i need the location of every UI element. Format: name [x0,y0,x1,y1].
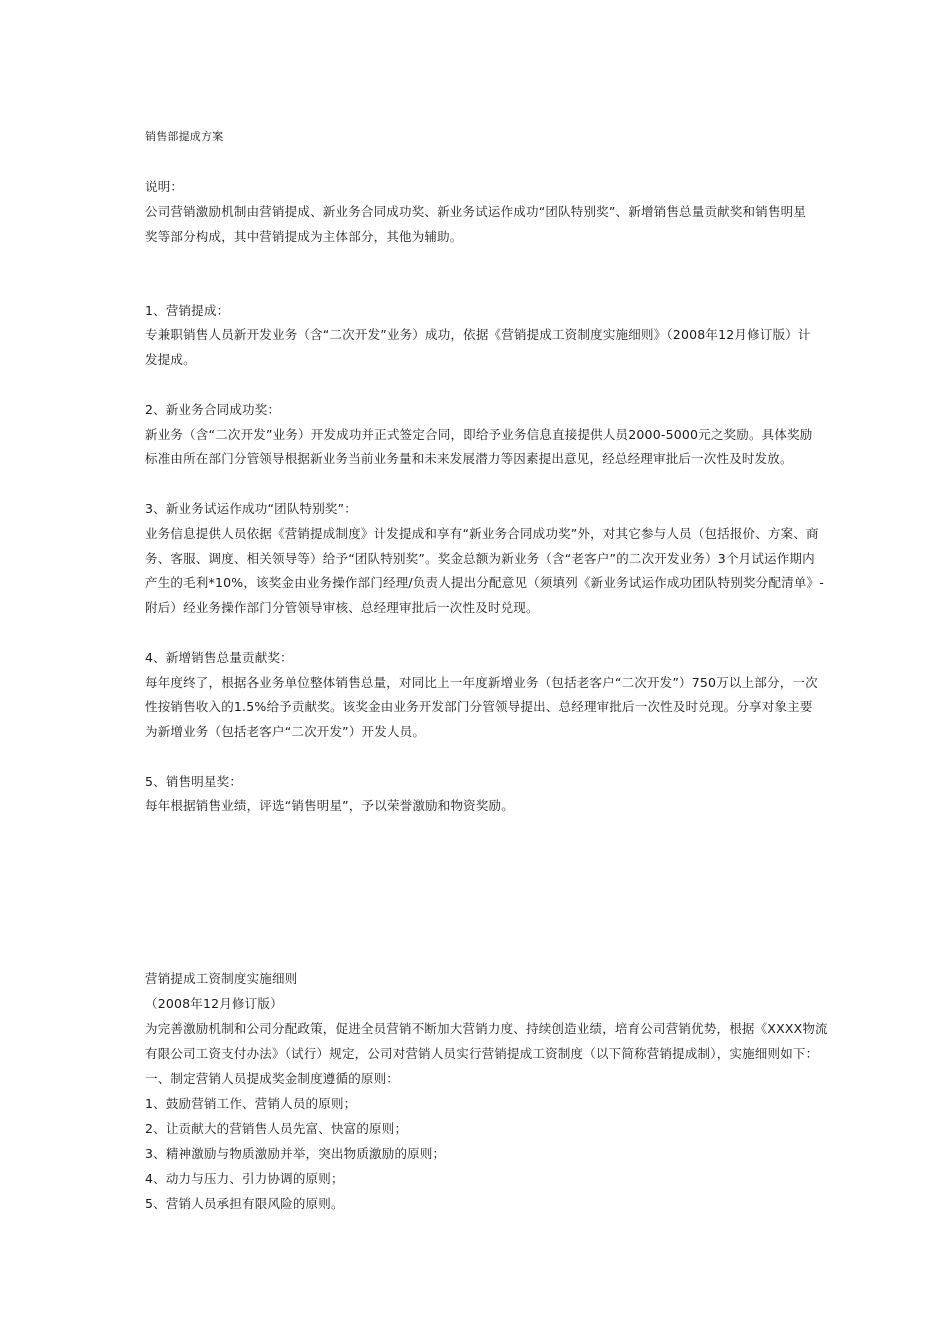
rules-item: 2、让贡献大的营销售人员先富、快富的原则； [145,1121,408,1136]
doc-title: 销售部提成方案 [145,130,224,143]
section-5-line: 每年根据销售业绩，评选“销售明星”，予以荣誉激励和物资奖励。 [145,798,514,813]
section-4-line: 每年度终了，根据各业务单位整体销售总量，对同比上一年度新增业务（包括老客户“二次开发”）750万以上部分，一次 [145,675,818,690]
section-4-line: 为新增业务（包括老客户“二次开发”）开发人员。 [145,724,426,739]
rules-item: 1、鼓励营销工作、营销人员的原则； [145,1096,357,1111]
rules-item: 4、动力与压力、引力协调的原则； [145,1171,344,1186]
section-4-heading: 4、新增销售总量贡献奖： [145,650,293,665]
section-5-heading: 5、销售明星奖： [145,774,243,789]
rules-intro-line: 有限公司工资支付办法》（试行）规定，公司对营销人员实行营销提成工资制度（以下简称营销提成制），实施细则如下： [145,1046,819,1061]
rules-subtitle: （2008年12月修订版） [145,996,283,1011]
section-1-line: 发提成。 [145,352,196,367]
rules-title: 营销提成工资制度实施细则 [145,971,298,986]
section-1-heading: 1、营销提成： [145,303,230,318]
explain-line: 公司营销激励机制由营销提成、新业务合同成功奖、新业务试运作成功“团队特别奖”、新增销售总量贡献奖和销售明星 [145,204,807,219]
section-2-line: 新业务（含“二次开发”业务）开发成功并正式签定合同，即给予业务信息直接提供人员2000-5000元之奖励。具体奖励 [145,427,813,442]
section-1-line: 专兼职销售人员新开发业务（含“二次开发”业务）成功，依据《营销提成工资制度实施细则》（2008年12月修订版）计 [145,327,811,342]
section-3-line: 附后）经业务操作部门分管领导审核、总经理审批后一次性及时兑现。 [145,600,539,615]
explain-line: 奖等部分构成，其中营销提成为主体部分，其他为辅助。 [145,229,463,244]
section-2-heading: 2、新业务合同成功奖： [145,402,281,417]
section-3-heading: 3、新业务试运作成功“团队特别奖”： [145,501,358,516]
section-3-line: 产生的毛利*10%，该奖金由业务操作部门经理/负责人提出分配意见（须填列《新业务试运作成功团队特别奖分配清单》- [145,575,824,590]
section-3-line: 务、客服、调度、相关领导等）给予“团队特别奖”。奖金总额为新业务（含“老客户”的二次开发业务）3个月试运作期内 [145,551,815,566]
rules-intro-line: 为完善激励机制和公司分配政策，促进全员营销不断加大营销力度、持续创造业绩，培育公司营销优势，根据《XXXX物流 [145,1021,828,1036]
section-3-line: 业务信息提供人员依据《营销提成制度》计发提成和享有“新业务合同成功奖”外，对其它参与人员（包括报价、方案、商 [145,526,819,541]
section-2-line: 标准由所在部门分管领导根据新业务当前业务量和未来发展潜力等因素提出意见，经总经理审批后一次性及时发放。 [145,451,793,466]
section-4-line: 性按销售收入的1.5%给予贡献奖。该奖金由业务开发部门分管领导提出、总经理审批后一次性及时兑现。分享对象主要 [145,699,813,714]
rules-item: 3、精神激励与物质激励并举，突出物质激励的原则； [145,1146,446,1161]
rules-section-heading: 一、制定营销人员提成奖金制度遵循的原则： [145,1071,400,1086]
rules-item: 5、营销人员承担有限风险的原则。 [145,1196,344,1211]
explain-heading: 说明： [145,179,184,194]
